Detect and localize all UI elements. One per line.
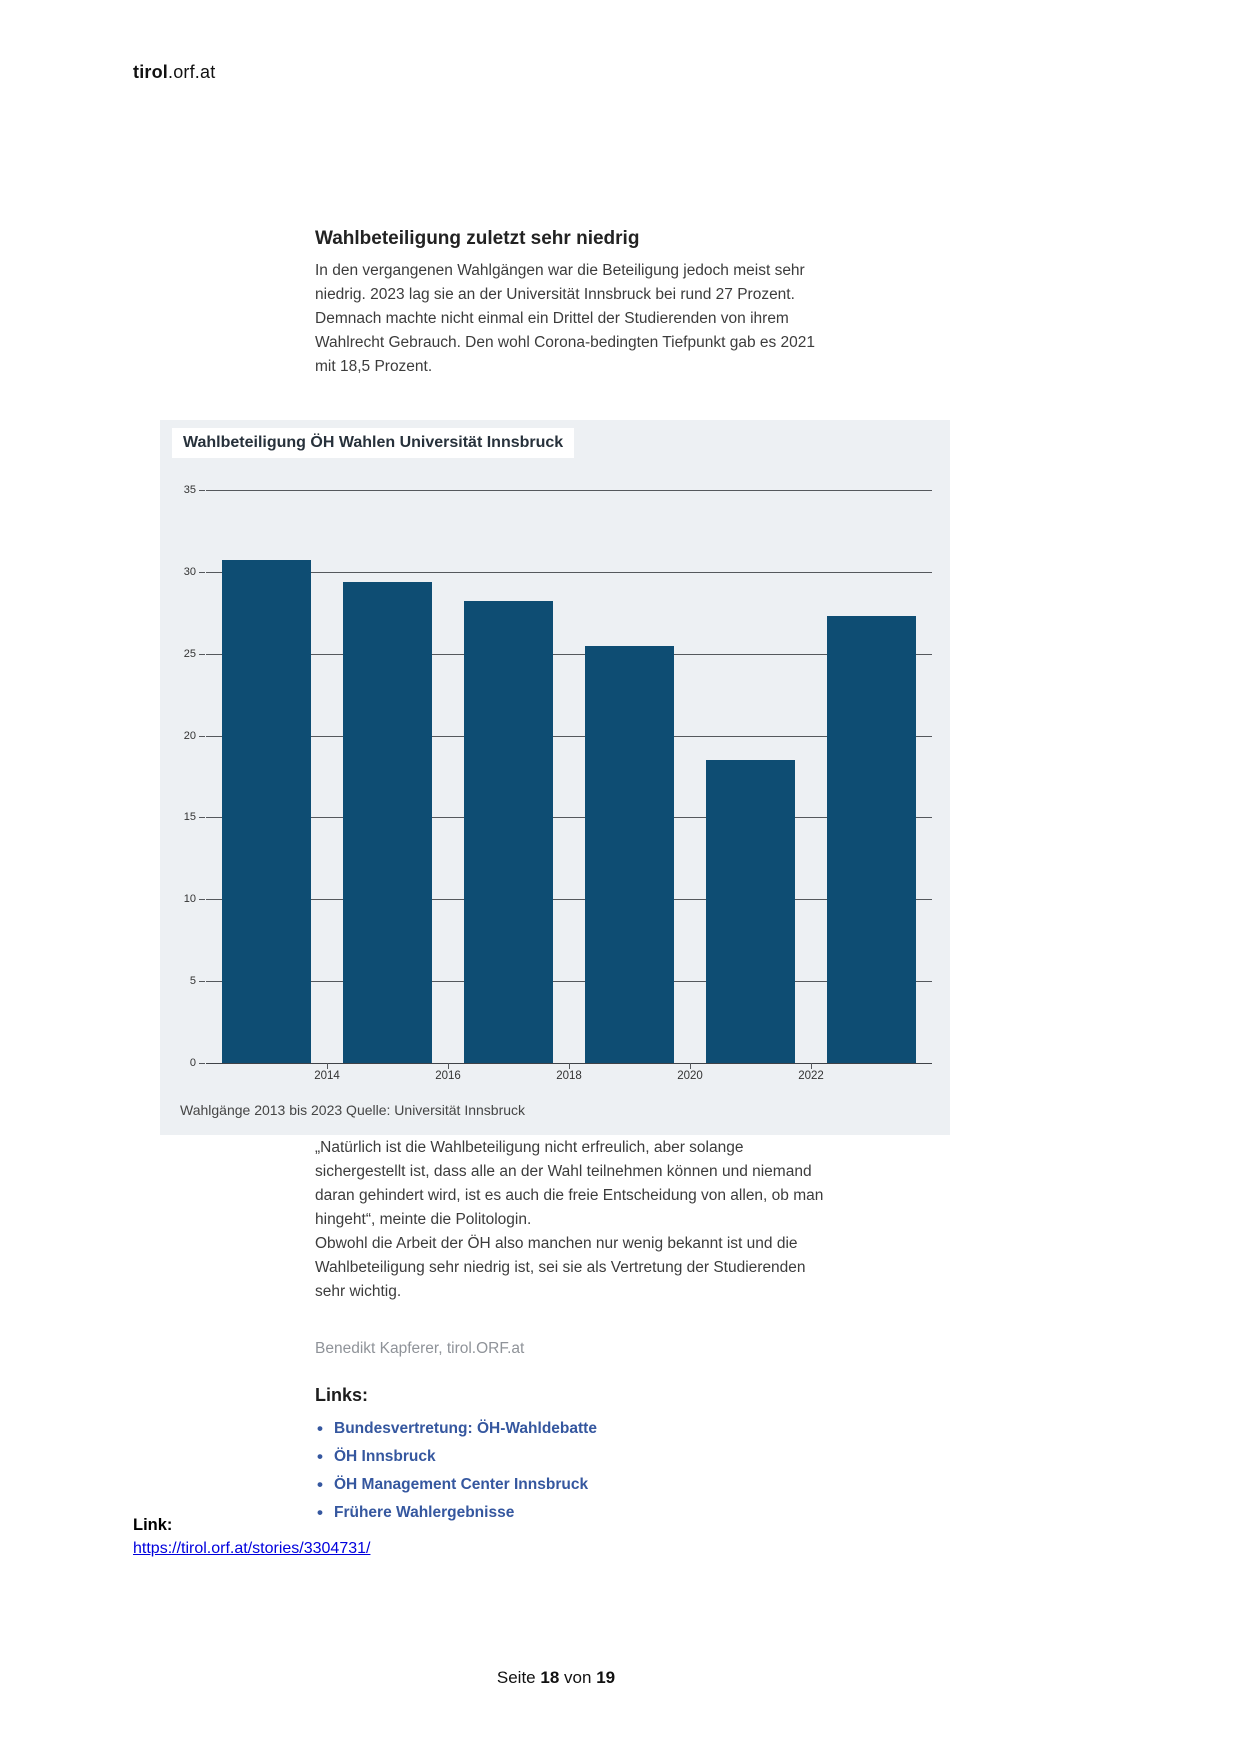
article-url-link[interactable]: https://tirol.orf.at/stories/3304731/ (133, 1540, 371, 1557)
chart-bar-2023 (827, 616, 917, 1063)
page-footer (0, 1668, 1112, 1688)
article-paragraph-2: Obwohl die Arbeit der ÖH also manchen nur wenig bekannt ist und die Wahlbeteiligung sehr niedrig ist, sei sie als Vertretung der Studierenden sehr wichtig. (315, 1235, 806, 1300)
bar-chart-plot (183, 484, 932, 1069)
link-item[interactable]: • Bundesvertretung: ÖH-Wahldebatte (315, 1418, 735, 1440)
chart-title: Wahlbeteiligung ÖH Wahlen Universität Innsbruck (172, 428, 574, 458)
y-tick-label: 35 (183, 484, 196, 496)
author-byline: Benedikt Kapferer, tirol.ORF.at (315, 1340, 525, 1357)
y-tick-label: 10 (183, 893, 196, 906)
y-tick-mark (199, 654, 205, 655)
bar-slot (569, 490, 690, 1063)
bar-slot (690, 490, 811, 1063)
chart-bar-2021 (706, 760, 796, 1063)
y-tick-label: 30 (183, 565, 196, 578)
bars-row (206, 490, 932, 1063)
x-tick-mark (569, 1063, 570, 1069)
y-tick-mark (199, 736, 205, 737)
links-list (315, 1418, 735, 1524)
y-tick-mark (199, 1063, 205, 1064)
bar-slot (206, 490, 327, 1063)
chart-bar-2019 (585, 646, 675, 1063)
links-heading: Links: (315, 1385, 369, 1405)
y-tick-mark (199, 490, 205, 491)
link-item[interactable]: • ÖH Innsbruck (315, 1446, 735, 1468)
bar-slot (448, 490, 569, 1063)
quote-paragraph: „Natürlich ist die Wahlbeteiligung nicht erfreulich, aber solange sichergestellt ist, dass alle an der Wahl teilnehmen können und niemand daran gehindert wird, ist es auch die freie Entscheidung von allen, ob man hingeht“, meinte die Politologin. (315, 1139, 824, 1228)
y-tick-label: 5 (189, 975, 196, 988)
link-item[interactable]: • ÖH Management Center Innsbruck (315, 1474, 735, 1496)
footer-page-number: 18 (540, 1668, 560, 1687)
article-paragraph-1: In den vergangenen Wahlgängen war die Beteiligung jedoch meist sehr niedrig. 2023 lag sie an der Universität Innsbruck bei rund 27 Prozent. Demnach machte nicht einmal ein Drittel der Studierenden von ihrem Wahlrecht Gebrauch. Den wohl Corona-bedingten Tiefpunkt gab es 2021 mit 18,5 Prozent. (315, 262, 816, 375)
bar-slot (327, 490, 448, 1063)
article-intro (315, 228, 820, 379)
x-tick-mark (811, 1063, 812, 1069)
x-tick-mark (327, 1063, 328, 1069)
links-section (315, 1385, 735, 1530)
y-tick-mark (199, 572, 205, 573)
y-tick-mark (199, 817, 205, 818)
site-logo-bold: tirol (133, 62, 168, 82)
footer-middle: von (564, 1668, 592, 1687)
footer-prefix: Seite (496, 1668, 536, 1687)
x-tick-label: 2022 (798, 1070, 824, 1082)
chart-bar-2015 (343, 582, 433, 1063)
chart-x-axis (206, 1063, 932, 1089)
link-item[interactable]: • Frühere Wahlergebnisse (315, 1502, 735, 1524)
x-tick-label: 2018 (556, 1070, 582, 1082)
y-tick-mark (199, 899, 205, 900)
site-logo (133, 62, 215, 83)
y-tick-label: 15 (183, 811, 196, 824)
chart-caption: Wahlgänge 2013 bis 2023 Quelle: Universität Innsbruck (180, 1102, 526, 1118)
x-tick-label: 2016 (435, 1070, 461, 1082)
x-tick-mark (448, 1063, 449, 1069)
link-label: Link: (133, 1516, 173, 1534)
x-tick-label: 2020 (677, 1070, 703, 1082)
chart-card (160, 420, 950, 1135)
article-body (315, 1136, 830, 1304)
footer-total-pages: 19 (596, 1668, 616, 1687)
x-tick-label: 2014 (314, 1070, 340, 1082)
bar-slot (811, 490, 932, 1063)
y-tick-label: 0 (189, 1057, 196, 1069)
article-heading: Wahlbeteiligung zuletzt sehr niedrig (315, 228, 640, 249)
link-block (133, 1516, 370, 1558)
y-tick-mark (199, 981, 205, 982)
y-tick-label: 25 (183, 647, 196, 660)
x-tick-mark (690, 1063, 691, 1069)
site-logo-rest: .orf.at (168, 62, 216, 82)
chart-bar-2013 (222, 560, 312, 1063)
chart-bar-2017 (464, 601, 554, 1063)
y-tick-label: 20 (183, 729, 196, 742)
